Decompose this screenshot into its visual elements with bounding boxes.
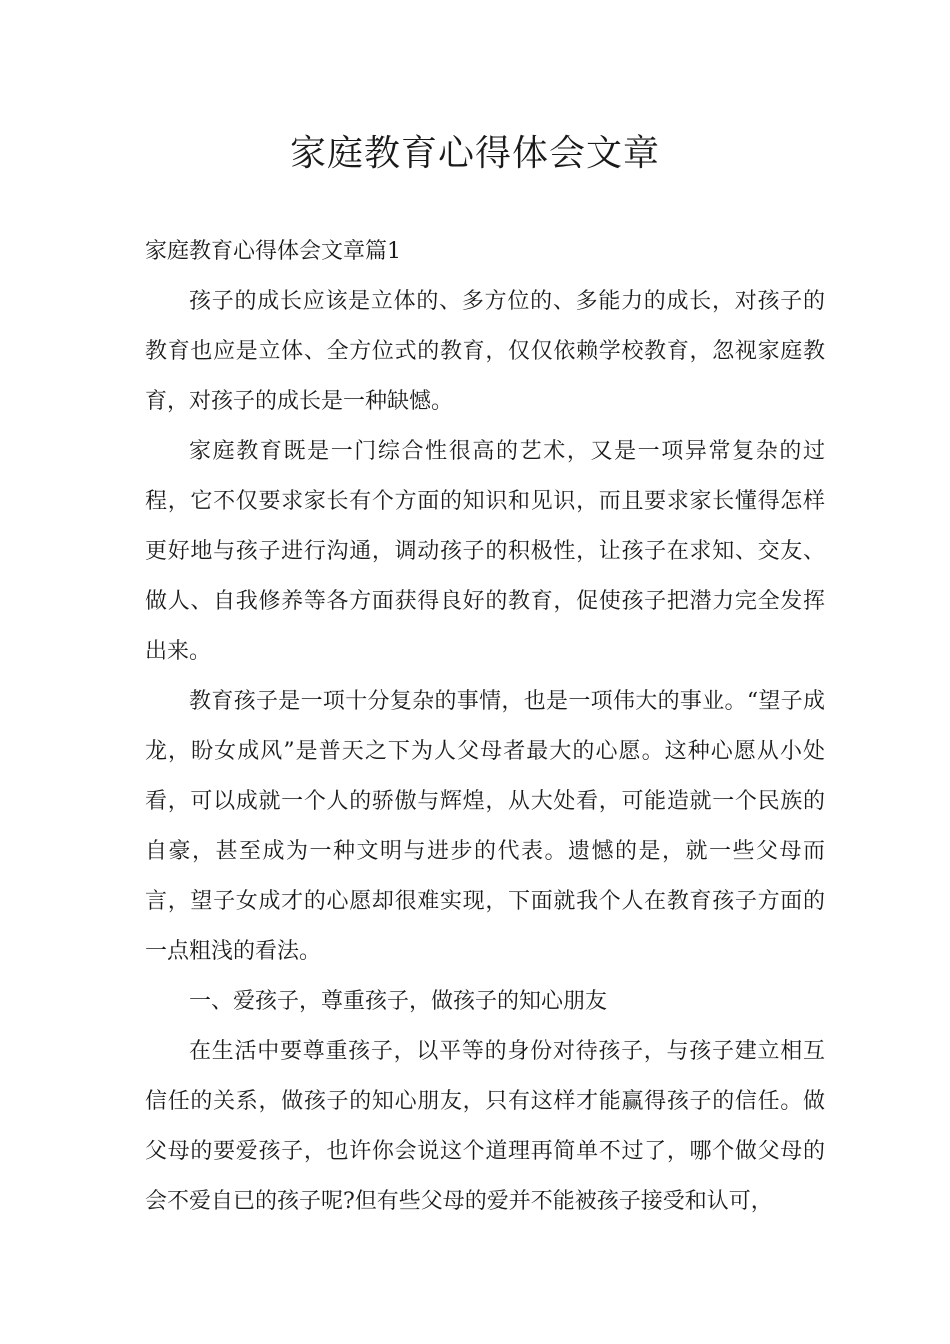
section-heading: 家庭教育心得体会文章篇1 (145, 239, 401, 264)
paragraph-4: 在生活中要尊重孩子，以平等的身份对待孩子，与孩子建立相互信任的关系，做孩子的知心朋友，只有这样才能赢得孩子的信任。做父母的要爱孩子，也许你会说这个道理再简单不过了，哪个做父母的会不爱自已的孩子呢?但有些父母的爱并不能被孩子接受和认可， (145, 1039, 825, 1214)
paragraph-1: 孩子的成长应该是立体的、多方位的、多能力的成长，对孩子的教育也应是立体、全方位式的教育，仅仅依赖学校教育，忽视家庭教育，对孩子的成长是一种缺憾。 (145, 289, 825, 414)
paragraph-2: 家庭教育既是一门综合性很高的艺术，又是一项异常复杂的过程，它不仅要求家长有个方面的知识和见识，而且要求家长懂得怎样更好地与孩子进行沟通，调动孩子的积极性，让孩子在求知、交友、做人、自我修养等各方面获得良好的教育，促使孩子把潜力完全发挥出来。 (145, 439, 825, 664)
document-title: 家庭教育心得体会文章 (289, 133, 660, 174)
subheading-1: 一、爱孩子，尊重孩子，做孩子的知心朋友 (189, 989, 608, 1014)
paragraph-3: 教育孩子是一项十分复杂的事情，也是一项伟大的事业。“望子成龙，盼女成风”是普天之下为人父母者最大的心愿。这种心愿从小处看，可以成就一个人的骄傲与辉煌，从大处看，可能造就一个民族的自豪，甚至成为一种文明与进步的代表。遗憾的是，就一些父母而言，望子女成才的心愿却很难实现，下面就我个人在教育孩子方面的一点粗浅的看法。 (145, 689, 825, 964)
document-body (145, 227, 825, 1227)
